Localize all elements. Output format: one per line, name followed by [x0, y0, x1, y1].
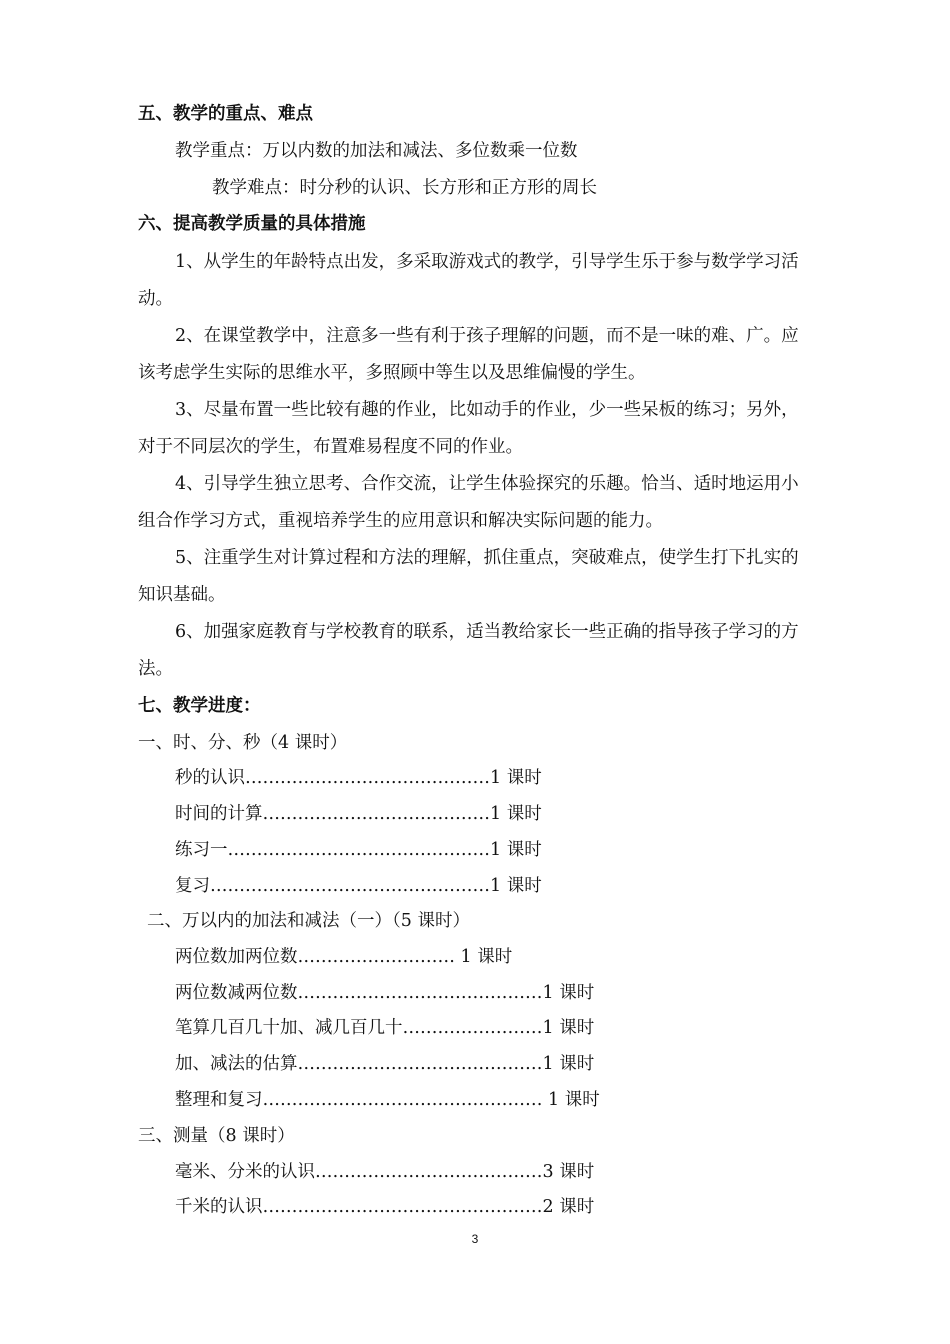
section-5-heading: 五、教学的重点、难点 — [138, 104, 313, 124]
difficulties-line: 教学难点：时分秒的认识、长方形和正方形的周长 — [212, 178, 597, 198]
schedule-item: 秒的认识……………………………………1 课时 — [175, 768, 542, 788]
measure-4-line-2: 组合作学习方式，重视培养学生的应用意识和解决实际问题的能力。 — [138, 511, 663, 531]
unit-3-title: 三、测量（8 课时） — [138, 1126, 295, 1146]
key-points-line: 教学重点：万以内数的加法和减法、多位数乘一位数 — [175, 141, 578, 161]
schedule-item: 两位数加两位数……………………… 1 课时 — [175, 947, 513, 967]
schedule-item: 笔算几百几十加、减几百几十……………………1 课时 — [175, 1018, 595, 1038]
schedule-item: 练习一………………………………………1 课时 — [175, 840, 542, 860]
measure-6-line-1: 6、加强家庭教育与学校教育的联系，适当教给家长一些正确的指导孩子学习的方 — [175, 622, 799, 642]
measure-1-line-2: 动。 — [138, 289, 173, 309]
measure-2-line-1: 2、在课堂教学中，注意多一些有利于孩子理解的问题，而不是一味的难、广。应 — [175, 326, 799, 346]
measure-5-line-1: 5、注重学生对计算过程和方法的理解，抓住重点，突破难点，使学生打下扎实的 — [175, 548, 799, 568]
unit-1-title: 一、时、分、秒（4 课时） — [138, 733, 348, 753]
page-number: 3 — [471, 1232, 479, 1246]
schedule-item: 两位数减两位数……………………………………1 课时 — [175, 983, 595, 1003]
measure-1-line-1: 1、从学生的年龄特点出发，多采取游戏式的教学，引导学生乐于参与数学学习活 — [175, 252, 799, 272]
schedule-item: 千米的认识…………………………………………2 课时 — [175, 1197, 595, 1217]
measure-6-line-2: 法。 — [138, 659, 173, 679]
unit-2-title: 二、万以内的加法和减法（一）（5 课时） — [147, 911, 470, 931]
measure-4-line-1: 4、引导学生独立思考、合作交流，让学生体验探究的乐趣。恰当、适时地运用小 — [175, 474, 799, 494]
schedule-item: 毫米、分米的认识…………………………………3 课时 — [175, 1162, 595, 1182]
measure-2-line-2: 该考虑学生实际的思维水平，多照顾中等生以及思维偏慢的学生。 — [138, 363, 646, 383]
measure-5-line-2: 知识基础。 — [138, 585, 226, 605]
section-7-heading: 七、教学进度： — [138, 696, 261, 716]
section-6-heading: 六、提高教学质量的具体措施 — [138, 214, 366, 234]
measure-3-line-1: 3、尽量布置一些比较有趣的作业，比如动手的作业，少一些呆板的练习；另外， — [175, 400, 799, 420]
schedule-item: 复习…………………………………………1 课时 — [175, 876, 542, 896]
schedule-item: 整理和复习………………………………………… 1 课时 — [175, 1090, 600, 1110]
schedule-item: 加、减法的估算……………………………………1 课时 — [175, 1054, 595, 1074]
measure-3-line-2: 对于不同层次的学生，布置难易程度不同的作业。 — [138, 437, 523, 457]
schedule-item: 时间的计算…………………………………1 课时 — [175, 804, 542, 824]
